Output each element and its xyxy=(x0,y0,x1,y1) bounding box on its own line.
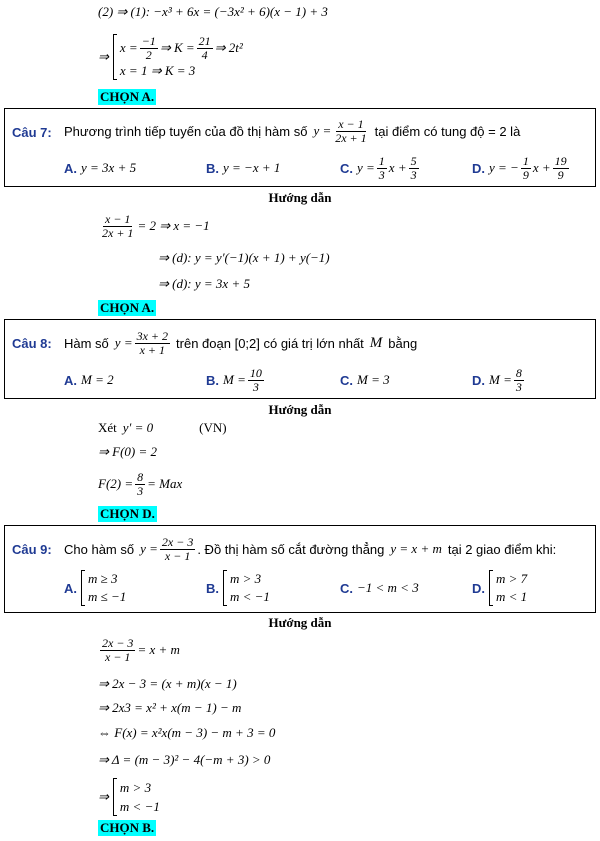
q9-option-a[interactable]: A. m ≥ 3 m ≤ −1 xyxy=(64,571,127,604)
bracket xyxy=(223,570,227,606)
question-8-label: Câu 8: xyxy=(12,336,52,351)
q7-step-2: ⇒ (d): y = y′(−1)(x + 1) + y(−1) xyxy=(158,250,330,265)
q9-step-3: ⇒ 2x3 = x² + x(m − 1) − m xyxy=(98,700,242,715)
bracket xyxy=(81,570,85,606)
bracket xyxy=(489,570,493,606)
top-step-1: (2) ⇒ (1): −x³ + 6x = (−3x² + 6)(x − 1) + 3 xyxy=(98,4,328,19)
q7-step-1: $\frac{x - 1}{2x + 1}$ = 2 ⇒ x = −1 xyxy=(102,211,210,240)
q9-step-4: ⇔ F(x) = x²x(m − 3) − m + 3 = 0 xyxy=(98,725,276,740)
answer-badge: CHỌN A. xyxy=(100,89,155,104)
q8-option-c[interactable]: C. M = 3 xyxy=(340,372,390,388)
q7-option-c[interactable]: C. y = $\frac{1}{3}$ x + $\frac{5}{3}$ xyxy=(340,153,417,182)
q9-option-d[interactable]: D. m > 7 m < 1 xyxy=(472,571,528,604)
q8-step-2: ⇒ F(0) = 2 xyxy=(98,444,158,459)
q7-option-a[interactable]: A. y = 3x + 5 xyxy=(64,160,137,176)
question-8-text: Hàm số y = $\frac{3x + 2}{x + 1}$ trên đoạn [0;2] có giá trị lớn nhất M bằng xyxy=(64,328,418,357)
q8-option-b[interactable]: B. M = $\frac{10}{3}$ xyxy=(206,365,262,394)
bracket xyxy=(113,778,117,816)
q9-step-2: ⇒ 2x − 3 = (x + m)(x − 1) xyxy=(98,676,237,691)
top-step-2: ⇒ x = $\frac{-1}{2}$ ⇒ K = $\frac{21}{4}$ ⇒ 2t² x = 1 ⇒ K = 3 xyxy=(98,33,243,78)
question-9-text: Cho hàm số y = $\frac{2x - 3}{x - 1}$ . Đồ thị hàm số cắt đường thẳng y = x + m tại 2 giao điểm khi: xyxy=(64,534,557,563)
q7-step-3: ⇒ (d): y = 3x + 5 xyxy=(158,276,250,291)
question-7-text: Phương trình tiếp tuyến của đồ thị hàm số y = $\frac{x - 1}{2x + 1}$ tại điểm có tung độ = 2 là xyxy=(64,116,521,145)
answer-badge: CHỌN D. xyxy=(100,506,155,521)
question-7-label: Câu 7: xyxy=(12,125,52,140)
q8-option-d[interactable]: D. M = $\frac{8}{3}$ xyxy=(472,365,522,394)
q7-guide-heading: Hướng dẫn xyxy=(268,190,332,205)
q9-option-b[interactable]: B. m > 3 m < −1 xyxy=(206,571,270,604)
q9-guide-heading: Hướng dẫn xyxy=(268,615,332,630)
bracket xyxy=(113,34,117,80)
q8-option-a[interactable]: A. M = 2 xyxy=(64,372,114,388)
question-9-label: Câu 9: xyxy=(12,542,52,557)
q9-step-1: $\frac{2x - 3}{x - 1}$ = x + m xyxy=(102,635,180,664)
answer-badge: CHỌN B. xyxy=(100,820,155,835)
q9-option-c[interactable]: C. −1 < m < 3 xyxy=(340,580,419,596)
q8-step-1: Xét y′ = 0 (VN) xyxy=(98,420,227,435)
q7-option-b[interactable]: B. y = −x + 1 xyxy=(206,160,281,176)
q8-guide-heading: Hướng dẫn xyxy=(268,402,332,417)
q7-option-d[interactable]: D. y = − $\frac{1}{9}$ x + $\frac{19}{9}$ xyxy=(472,153,567,182)
q8-step-3: F(2) = $\frac{8}{3}$ = Max xyxy=(98,469,183,498)
q9-step-5: ⇒ Δ = (m − 3)² − 4(−m + 3) > 0 xyxy=(98,752,271,767)
q9-step-6: ⇒ m > 3 m < −1 xyxy=(98,780,160,814)
answer-badge: CHỌN A. xyxy=(100,300,155,315)
